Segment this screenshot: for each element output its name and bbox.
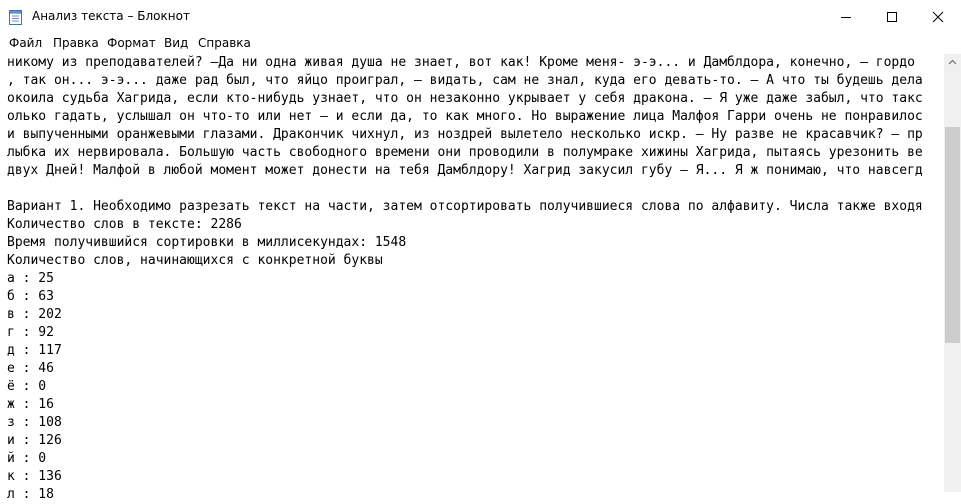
title-bar[interactable]: [0, 0, 961, 34]
text-line: никому из преподавателей? —Да ни одна живая душа не знает, вот как! Кроме меня- э-э... и Дамблдора, конечно, — гордо: [7, 55, 915, 70]
maximize-icon: [886, 11, 898, 23]
vertical-scrollbar[interactable]: [944, 54, 961, 492]
text-line: и выпученными оранжевыми глазами. Дракончик чихнул, из ноздрей вылетело несколько искр. — Ну разве не красавчик? — пр: [7, 127, 923, 142]
text-line: й : 0: [7, 451, 47, 466]
text-editor[interactable]: [0, 54, 944, 502]
scrollbar-thumb[interactable]: [945, 127, 960, 343]
scroll-up-button[interactable]: [944, 54, 961, 71]
text-line: , так он... э-э... даже рад был, что яйцо проиграл, — видать, сам не знал, куда его девать-то. — А что ты будешь дела: [7, 73, 923, 88]
text-line: олько гадать, услышал он что-то или нет — и если да, то как много. Но выражение лица Малфоя Гарри очень не понравилос: [7, 109, 923, 124]
notepad-icon: [9, 10, 22, 25]
text-line: Количество слов, начинающихся с конкретной буквы: [7, 253, 383, 268]
menu-file[interactable]: Файл: [9, 36, 43, 50]
text-line: и : 126: [7, 433, 62, 448]
text-line: к : 136: [7, 469, 62, 484]
text-line: Вариант 1. Необходимо разрезать текст на части, затем отсортировать получившиеся слова по алфавиту. Числа также входя: [7, 199, 923, 214]
text-line: ё : 0: [7, 379, 47, 394]
text-line: з : 108: [7, 415, 62, 430]
text-line: ж : 16: [7, 397, 54, 412]
menu-view[interactable]: Вид: [164, 36, 189, 50]
window-title: Анализ текста – Блокнот: [32, 9, 190, 23]
chevron-up-icon: [944, 54, 961, 71]
text-line: б : 63: [7, 289, 54, 304]
maximize-button[interactable]: [869, 0, 915, 34]
text-line: в : 202: [7, 307, 62, 322]
text-line: окоила судьба Хагрида, если кто-нибудь узнает, что он незаконно укрывает у себя дракона. — Я уже даже забыл, что такс: [7, 91, 923, 106]
menu-help[interactable]: Справка: [198, 36, 251, 50]
text-line: л : 18: [7, 487, 54, 502]
menu-bar: [0, 34, 961, 54]
text-line: Количество слов в тексте: 2286: [7, 217, 242, 232]
text-line: д : 117: [7, 343, 62, 358]
close-button[interactable]: [915, 0, 961, 34]
text-line: е : 46: [7, 361, 54, 376]
text-line: а : 25: [7, 271, 54, 286]
text-line: двух Дней! Малфой в любой момент может донести на тебя Дамблдору! Хагрид закусил губу — Я... Я ж понимаю, что навсегд: [7, 163, 923, 178]
text-line: Время получившийся сортировки в миллисекундах: 1548: [7, 235, 407, 250]
close-icon: [932, 11, 944, 23]
text-line: г : 92: [7, 325, 54, 340]
menu-edit[interactable]: Правка: [53, 36, 99, 50]
text-line: лыбка их нервировала. Большую часть свободного времени они проводили в полумраке хижины Хагрида, пытаясь урезонить ве: [7, 145, 923, 160]
minimize-icon: [840, 11, 852, 23]
menu-format[interactable]: Формат: [107, 36, 156, 50]
minimize-button[interactable]: [823, 0, 869, 34]
